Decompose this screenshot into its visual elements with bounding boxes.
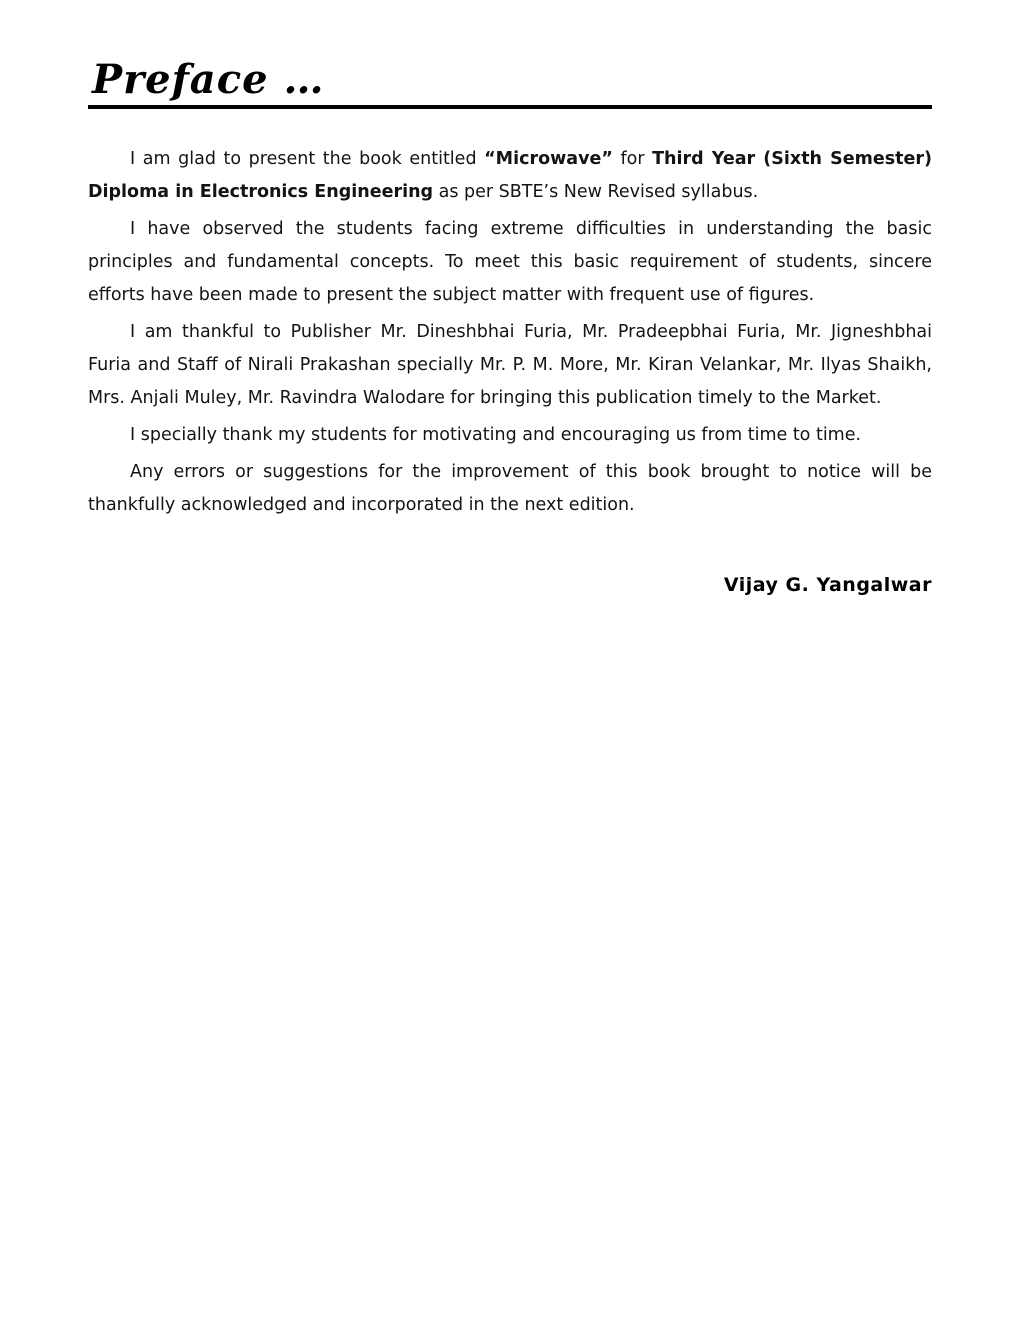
text: Any errors or suggestions for the improvement of this book brought to notice will be thankfully acknowledged and incorporated in the next edition. xyxy=(88,462,932,515)
paragraph xyxy=(88,419,932,452)
text: I am thankful to Publisher Mr. Dineshbhai Furia, Mr. Pradeepbhai Furia, Mr. Jigneshbhai Furia and Staff of Nirali Prakashan specially Mr. P. M. More, Mr. Kiran Velankar, Mr. Ilyas Shaikh, Mrs. Anjali Muley, Mr. Ravindra Walodare for bringing this publication timely to the Market. xyxy=(88,322,932,408)
author-signature: Vijay G. Yangalwar xyxy=(723,574,932,596)
preface-body xyxy=(88,143,932,522)
paragraph xyxy=(88,456,932,522)
paragraph xyxy=(88,143,932,209)
bold-text: “Microwave” xyxy=(484,149,613,169)
preface-header xyxy=(88,56,932,109)
text: I specially thank my students for motivating and encouraging us from time to time. xyxy=(130,425,862,445)
text: I am glad to present the book entitled xyxy=(130,149,485,169)
text: as per SBTE’s New Revised syllabus. xyxy=(433,182,759,202)
page-title: Preface … xyxy=(92,56,325,103)
paragraph xyxy=(88,213,932,312)
text: for xyxy=(612,149,653,169)
bold-text: Third Year (Sixth Semester) Diploma in Electronics Engineering xyxy=(88,149,932,202)
page-content xyxy=(0,0,1020,596)
paragraph xyxy=(88,316,932,415)
text: I have observed the students facing extreme difficulties in understanding the basic principles and fundamental concepts. To meet this basic requirement of students, sincere efforts have been made to present the subject matter with frequent use of figures. xyxy=(88,219,932,305)
